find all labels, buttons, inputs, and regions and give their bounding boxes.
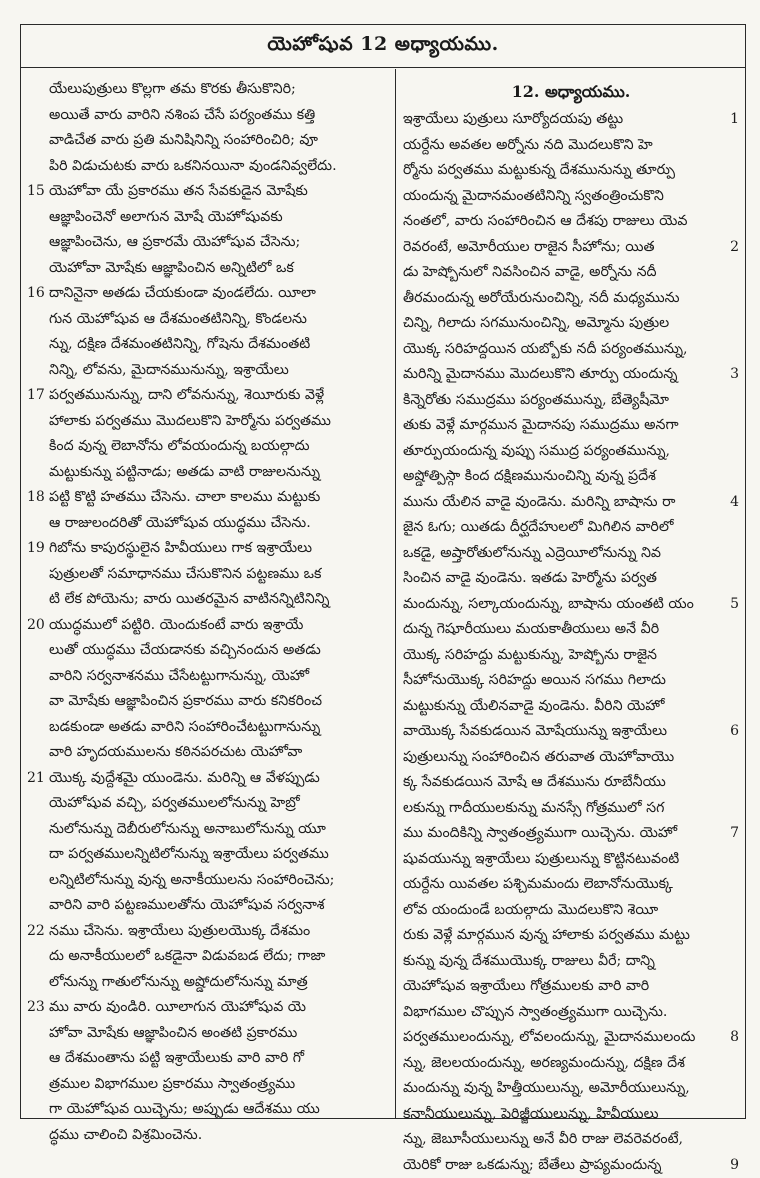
line-text: ము వారు వుండిరి. యీలాగున యెహోషువ యె — [49, 999, 306, 1015]
line-text: కున్ను వున్న దేశముయొక్క రాజులు వీరే; దాన్ని — [403, 953, 669, 969]
line-text: ఆజ్ఞాపించెను, ఆ ప్రకారమే యెహోషువ చేసెను; — [49, 234, 300, 250]
text-line — [403, 617, 739, 643]
line-text: న్ను, జెబూసీయులున్ను అనే వీరి రాజు లెవరెవరంటే, — [403, 1131, 697, 1147]
line-text: పుత్రులున్ను సంహారించిన తరువాత యెహోవాయొ — [403, 749, 688, 765]
line-text: మట్టుకున్ను యేలినవాడై వుండెను. వీరిని యెహో — [403, 698, 679, 714]
line-text: బడకుండా అతడు వారిని సంహారించేటట్టుగానున్ను — [49, 719, 320, 735]
text-line — [403, 668, 739, 694]
verse-number: 20 — [27, 613, 45, 639]
line-text: నంతలో, వారు సంహారించిన ఆ దేశపు రాజులు యెవ — [403, 213, 701, 229]
line-text: యెరికో రాజు ఒకడున్ను; బేతేలు ప్రాప్యమందున్న — [403, 1157, 675, 1173]
line-text: ఆ రాజులందరితో యెహోషువ యుద్ధము చేసెను. — [49, 515, 311, 531]
line-text: నులోనున్ను దెబీరులోనున్ను అనాబులోనున్ను యూ — [49, 821, 326, 837]
line-text: మందున్ను వున్న హిత్తీయులున్ను, అమోరీయులున్ను, — [403, 1080, 704, 1096]
line-text: పిరి విడుచుటకు వారు ఒకనినయినా వుండనివ్వలేదు. — [49, 158, 337, 174]
text-line — [403, 1076, 739, 1102]
line-text: ఇశ్రాయేలు పుత్రులు సూర్యోదయపు తట్టు — [403, 111, 637, 127]
text-line — [403, 260, 739, 286]
verse-number: 4 — [728, 490, 739, 516]
text-line — [27, 1097, 387, 1123]
chapter-heading: 12. అధ్యాయము. — [403, 77, 739, 107]
line-text: రెవరంటే, అమోరీయుల రాజైన సీహోను; యిత — [403, 239, 669, 255]
text-line — [27, 307, 387, 333]
text-line — [27, 256, 387, 282]
line-text: యర్దేను యివతల పశ్చిమమందు లెబానోనుయొక్క — [403, 876, 687, 892]
text-line — [27, 587, 387, 613]
text-line — [27, 536, 387, 562]
page-frame — [20, 24, 746, 1119]
line-text: న్ను, దక్షిణ దేశమంతటినిన్ని, గోషెను దేశమంతటి — [49, 336, 310, 352]
line-text: డు హెష్బోనులో నివసించిన వాడై, అర్నోను నదీ — [403, 264, 671, 280]
text-line — [27, 103, 387, 129]
text-line — [403, 388, 739, 414]
line-text: వాయొక్క సేవకుడయిన మోషేయున్ను ఇశ్రాయేలు — [403, 723, 681, 739]
line-text: ఆ దేశమంతాను పట్టి ఇశ్రాయేలుకు వారి వారి గో — [49, 1050, 304, 1066]
line-text: వారి హృదయములను కఠినపరచుట యెహోవా — [49, 744, 302, 760]
line-text: త్రముల విభాగముల ప్రకారము స్వాతంత్ర్యము — [49, 1076, 295, 1092]
column-divider — [395, 69, 396, 1118]
text-line — [27, 893, 387, 919]
line-text: ర్మోను పర్వతము మట్టుకున్న దేశమునున్ను తూర్పు — [403, 162, 689, 178]
line-text: యెహోషువ వచ్చి, పర్వతములలోనున్ను హెబ్రో — [49, 795, 300, 811]
text-line — [403, 566, 739, 592]
line-text: హోవా మోషేకు ఆజ్ఞాపించిన అంతటి ప్రకారము — [49, 1025, 297, 1041]
line-text: లోనున్ను గాతులోనున్ను అష్డోదులోనున్ను మాత్ర — [49, 974, 308, 990]
two-column-body — [21, 69, 745, 1118]
line-text: గా యెహోషువ యిచ్చెను; అప్పుడు ఆదేశము యు — [49, 1101, 320, 1117]
line-text: దా పర్వతములన్నిటిలోనున్ను ఇశ్రాయేలు పర్వతము — [49, 846, 329, 862]
text-line — [403, 413, 739, 439]
text-line — [403, 974, 739, 1000]
line-text: యెహోవా యే ప్రకారము తన సేవకుడైన మోషేకు — [49, 183, 308, 199]
text-line — [403, 337, 739, 363]
verse-number: 9 — [728, 1153, 739, 1178]
line-text: లుతో యుద్ధము చేయడానకు వచ్చినందున అతడు — [49, 642, 321, 658]
line-text: న్ను, జెలలయందున్ను, అరణ్యమందున్ను, దక్షిణ దేశ — [403, 1055, 699, 1071]
line-text: గిబోను కాపురస్థులైన హివీయులు గాక ఇశ్రాయేలు — [49, 540, 312, 556]
text-line — [403, 898, 739, 924]
verse-number: 16 — [27, 281, 45, 307]
line-text: పర్వతములందున్ను, లోవలందున్ను, మైదానములందు — [403, 1029, 709, 1045]
line-text: వారిని సర్వనాశనము చేసేటట్టుగానున్ను, యెహో — [49, 668, 309, 684]
line-text: అయితే వారు వారిని నశింప చేసే పర్యంతము కత్తి — [49, 107, 315, 123]
line-text: వారిని వారి పట్టణములతోను యెహోషువ సర్వనాశ — [49, 897, 325, 913]
line-text: టి లేక పోయెను; వారు యితరమైన వాటినన్నిటినిన్ని — [49, 591, 329, 607]
text-line — [403, 1153, 739, 1178]
text-line — [403, 796, 739, 822]
text-line — [27, 383, 387, 409]
text-line — [27, 154, 387, 180]
text-line — [403, 184, 739, 210]
line-text: లన్నిటిలోనున్ను వున్న అనాకీయులను సంహారించెను; — [49, 872, 334, 888]
text-line — [403, 872, 739, 898]
text-line — [403, 923, 739, 949]
text-line — [27, 460, 387, 486]
line-text: హాలాకు పర్వతము మొదలుకొని హెర్మోను పర్వతము — [49, 413, 331, 429]
text-line — [27, 766, 387, 792]
text-line — [403, 770, 739, 796]
line-text: పర్వతమునున్ను, దాని లోవనున్ను, శెయీరుకు వెళ్లే — [49, 387, 324, 403]
text-line — [27, 740, 387, 766]
line-text: జైన ఓగు; యితడు దీర్ఘదేహులలో మిగిలిన వారిలో — [403, 519, 687, 535]
verse-number: 3 — [728, 362, 739, 388]
text-line — [403, 286, 739, 312]
text-line — [403, 439, 739, 465]
text-line — [27, 332, 387, 358]
line-text: ఒకడై, అష్తారోతులోనున్ను ఎద్రెయీలోనున్ను నివ — [403, 545, 675, 561]
line-text: వాడిచేత వారు ప్రతి మనిషినిన్ని సంహారించిరి; వూ — [49, 132, 318, 148]
text-line — [27, 689, 387, 715]
text-line — [27, 638, 387, 664]
line-text: యుద్ధములో పట్టిరి. యెందుకంటే వారు ఇశ్రాయే — [49, 617, 303, 633]
line-text: సీహోనుయొక్క సరిహద్దు అయిన సగము గిలాదు — [403, 672, 680, 688]
text-line — [27, 613, 387, 639]
line-text: మట్టుకున్ను పట్టినాడు; అతడు వాటి రాజులనున్ను — [49, 464, 320, 480]
text-line — [403, 209, 739, 235]
text-line — [403, 158, 739, 184]
text-line — [403, 311, 739, 337]
text-line — [403, 1000, 739, 1026]
text-line — [403, 821, 739, 847]
text-line — [27, 281, 387, 307]
line-text: చిన్ని, గిలాదు సగమునుంచిన్ని, అమ్మోను పుత్రుల — [403, 315, 683, 331]
line-text: అష్డోత్పిస్గా కింద దక్షిణమునుంచిన్ని వున్న ప్రదేశ — [403, 468, 670, 484]
line-text: షువయున్ను ఇశ్రాయేలు పుత్రులున్ను కొట్టినటువంటి — [403, 851, 693, 867]
text-line — [27, 358, 387, 384]
verse-number: 23 — [27, 995, 45, 1021]
text-line — [27, 1021, 387, 1047]
text-line — [27, 842, 387, 868]
line-text: తీరమందున్న అరోయేరునుంచిన్ని, నదీ మధ్యమును — [403, 290, 694, 306]
text-line — [403, 1102, 739, 1128]
verse-number: 22 — [27, 919, 45, 945]
text-line — [27, 791, 387, 817]
text-line — [27, 562, 387, 588]
text-line — [403, 362, 739, 388]
line-text: దున్న గెషూరీయులు మయకాతీయులు అనే వీరి — [403, 621, 673, 637]
text-line — [27, 1072, 387, 1098]
line-text: కింద వున్న లెబానోను లోవయందున్న బయల్గాదు — [49, 438, 310, 454]
text-line — [27, 817, 387, 843]
line-text: యెహోషువ ఇశ్రాయేలు గోత్రములకు వారి వారి — [403, 978, 663, 994]
text-line — [27, 1046, 387, 1072]
line-text: యందున్న మైదానమంతటినిన్ని స్వతంత్రించుకొని — [403, 188, 678, 204]
line-text: మందున్ను, సల్కాయందున్ను, బాషాను యంతటి యం — [403, 596, 708, 612]
page-header — [21, 25, 745, 68]
line-text: తూర్పుయందున్న వుప్పు సముద్ర పర్యంతమున్ను, — [403, 443, 684, 459]
line-text: క్క సేవకుడయిన మోషే ఆ దేశమును రూబేనీయు — [403, 774, 680, 790]
text-line — [27, 664, 387, 690]
verse-number: 8 — [728, 1025, 739, 1051]
verse-number: 21 — [27, 766, 45, 792]
text-line — [403, 490, 739, 516]
text-line — [403, 1127, 739, 1153]
text-line — [27, 179, 387, 205]
line-text: దు అనాకీయులలో ఒకడైనా విడువబడ లేదు; గాజా — [49, 948, 325, 964]
verse-number: 19 — [27, 536, 45, 562]
text-line — [403, 107, 739, 133]
text-line — [403, 133, 739, 159]
verse-number: 2 — [728, 235, 739, 261]
text-line — [403, 592, 739, 618]
text-line — [403, 464, 739, 490]
text-line — [403, 1025, 739, 1051]
text-line — [27, 715, 387, 741]
text-line — [27, 944, 387, 970]
text-line — [403, 949, 739, 975]
text-line — [27, 868, 387, 894]
line-text: యొక్క వుద్దేశమై యుండెను. మరిన్ని ఆ వేళప్పుడు — [49, 770, 320, 786]
line-text: యొక్క సరిహద్దయిన యబ్బోకు నదీ పర్యంతమున్ను, — [403, 341, 702, 357]
line-text: యొక్క సరిహద్దు మట్టుకున్ను, హెష్బోను రాజైన — [403, 647, 671, 663]
verse-number: 15 — [27, 179, 45, 205]
line-text: మరిన్ని మైదానము మొదలుకొని తూర్పు యందున్న — [403, 366, 691, 382]
line-text: కనానీయులున్ను, పెరిజ్జీయులున్ను, హివీయులు — [403, 1106, 673, 1122]
left-column — [27, 77, 387, 1114]
text-line — [27, 77, 387, 103]
line-text: ద్ధము చాలించి విశ్రమించెను. — [49, 1127, 202, 1143]
text-line — [27, 1123, 387, 1149]
text-line — [27, 485, 387, 511]
verse-number: 18 — [27, 485, 45, 511]
text-line — [403, 847, 739, 873]
line-text: యర్దేను అవతల అర్నోను నది మొదలుకొని హె — [403, 137, 667, 153]
right-column — [403, 77, 739, 1114]
verse-number: 1 — [728, 107, 739, 133]
verse-number: 6 — [728, 719, 739, 745]
line-text: లకున్ను గాదీయులకున్ను మనస్సే గోత్రములో సగ — [403, 800, 678, 816]
text-line — [403, 515, 739, 541]
text-line — [403, 541, 739, 567]
line-text: విభాగముల చొప్పున స్వాతంత్ర్యముగా యిచ్చెను. — [403, 1004, 681, 1020]
line-text: నిన్ని, లోవను, మైదానమునున్ను, ఇశ్రాయేలు — [49, 362, 289, 378]
line-text: దానినైనా అతడు చేయకుండా వుండలేదు. యీలా — [49, 285, 316, 301]
text-line — [27, 919, 387, 945]
line-text: నము చేసెను. ఇశ్రాయేలు పుత్రులయొక్క దేశమం — [49, 923, 310, 939]
line-text: గున యెహోషువ ఆ దేశమంతటినిన్ని, కొండలను — [49, 311, 307, 327]
line-text: ఆజ్ఞాపించెనో అలాగున మోషే యెహోషువకు — [49, 209, 283, 225]
text-line — [403, 719, 739, 745]
verse-number: 17 — [27, 383, 45, 409]
verse-number: 5 — [728, 592, 739, 618]
line-text: యెహోవా మోషేకు ఆజ్ఞాపించిన అన్నిటిలో ఒక — [49, 260, 294, 276]
text-line — [403, 694, 739, 720]
line-text: సించిన వాడై వుండెను. ఇతడు హెర్మోను పర్వత — [403, 570, 671, 586]
text-line — [403, 643, 739, 669]
text-line — [403, 1051, 739, 1077]
text-line — [27, 434, 387, 460]
text-line — [403, 235, 739, 261]
text-line — [27, 409, 387, 435]
line-text: పట్టి కొట్టి హతము చేసెను. చాలా కాలము మట్టుకు — [49, 489, 320, 505]
line-text: ము మందికిన్ని స్వాతంత్ర్యముగా యిచ్చెను. యెహో — [403, 825, 691, 841]
page-title: యెహోషువ 12 అధ్యాయము. — [267, 33, 498, 60]
verse-number: 7 — [728, 821, 739, 847]
text-line — [27, 995, 387, 1021]
text-line — [27, 128, 387, 154]
text-line — [27, 511, 387, 537]
line-text: యేలుపుత్రులు కొల్లగా తమ కొరకు తీసుకొనిరి; — [49, 81, 296, 97]
text-line — [403, 745, 739, 771]
line-text: రుకు వెళ్లే మార్గమున వున్న హాలాకు పర్వతము మట్టు — [403, 927, 704, 943]
text-line — [27, 230, 387, 256]
line-text: తుకు వెళ్లే మార్గమున మైదానపు సముద్రము అనగా — [403, 417, 693, 433]
text-line — [27, 970, 387, 996]
line-text: కిన్నెరోతు సముద్రము పర్యంతమున్ను, బేత్యెషీమో — [403, 392, 683, 408]
line-text: వా మోషేకు ఆజ్ఞాపించిన ప్రకారము వారు కనికరించ — [49, 693, 322, 709]
text-line — [27, 205, 387, 231]
line-text: పుత్రులతో సమాధానము చేసుకొనిన పట్టణము ఒక — [49, 566, 321, 582]
line-text: లోవ యందుండే బయల్గాదు మొదలుకొని శెయీ — [403, 902, 672, 918]
line-text: మును యేలిన వాడై వుండెను. మరిన్ని బాషాను రా — [403, 494, 689, 510]
